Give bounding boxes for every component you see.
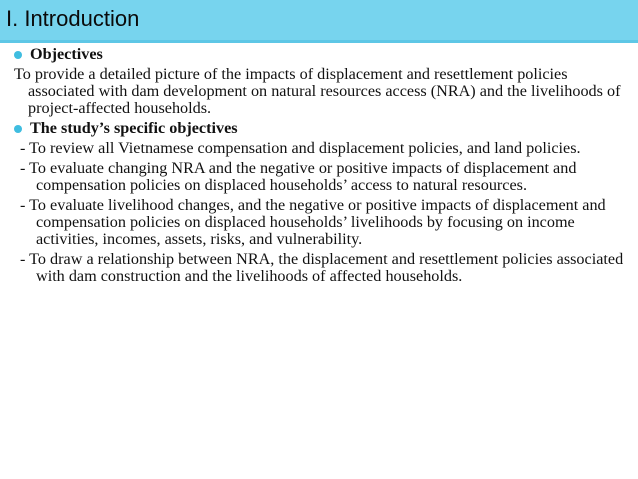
title-divider — [0, 40, 638, 43]
bullet-icon — [14, 51, 22, 59]
objectives-heading-text: Objectives — [30, 45, 103, 63]
specific-objective-item: - To evaluate changing NRA and the negative or positive impacts of displacement and compensation policies on displaced households’ access to natural resources. — [20, 159, 577, 194]
specific-objectives-heading — [8, 120, 628, 137]
specific-objective-item: - To evaluate livelihood changes, and the negative or positive impacts of displacement and compensation policies on displaced households’ livelihoods by focusing on income activities, incomes, assets, risks, and vulnerability. — [20, 196, 606, 248]
specific-objective-item: - To draw a relationship between NRA, the displacement and resettlement policies associated with dam construction and the livelihoods of affected households. — [20, 250, 624, 285]
bullet-icon — [14, 125, 22, 133]
specific-objective-item: - To review all Vietnamese compensation and displacement policies, and land policies. — [20, 139, 581, 157]
objectives-paragraph: To provide a detailed picture of the impacts of displacement and resettlement policies associated with dam development on natural resources access (NRA) and the livelihoods of project-affected households. — [14, 65, 621, 117]
slide-title: I. Introduction — [6, 6, 140, 31]
title-bar — [0, 0, 638, 40]
slide-body — [8, 46, 628, 288]
objectives-heading — [8, 46, 628, 63]
specific-objectives-heading-text: The study’s specific objectives — [30, 119, 238, 137]
